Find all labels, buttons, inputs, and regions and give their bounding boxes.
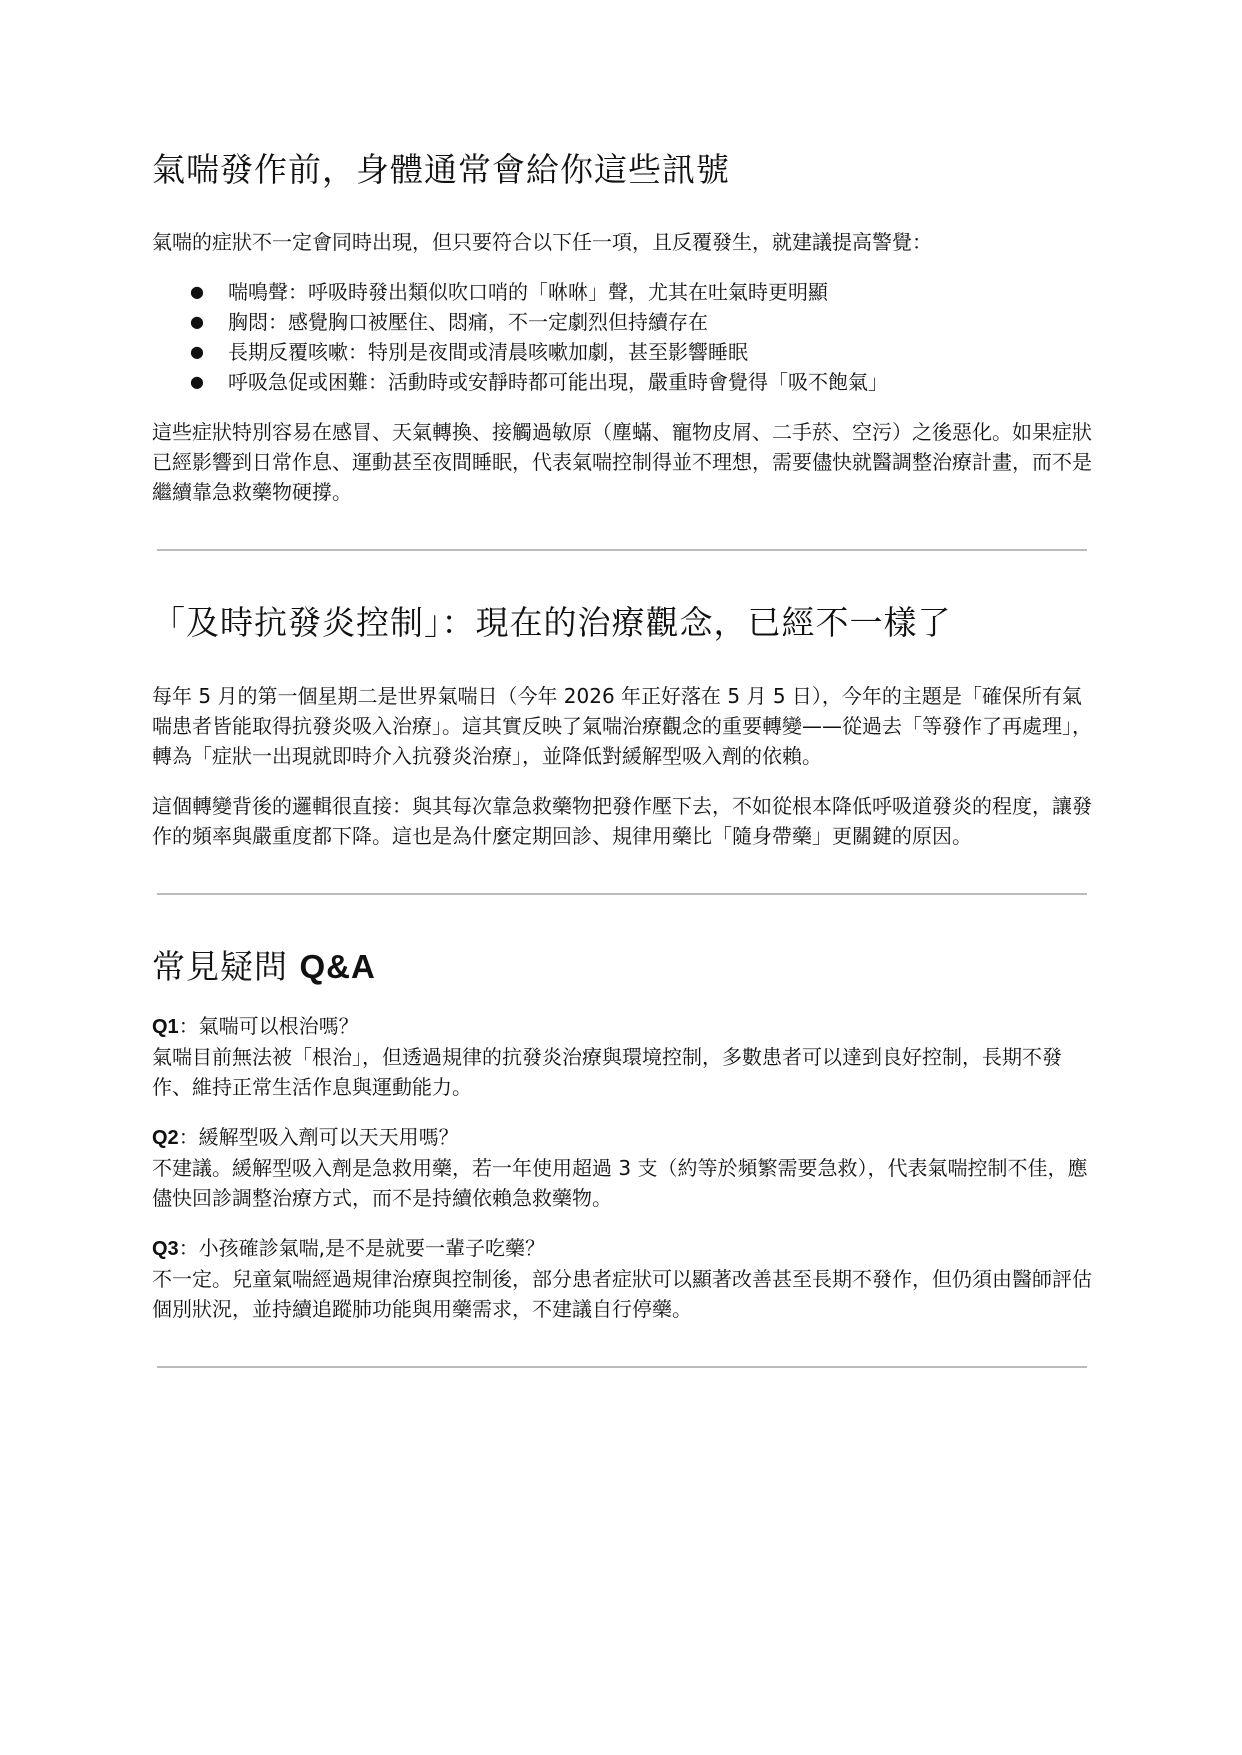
qa-question-text: ：氣喘可以根治嗎？ [178,1014,359,1038]
section-title-qa [152,945,1092,989]
list-item [152,277,1092,307]
qa-question-text: ：緩解型吸入劑可以天天用嗎？ [178,1125,459,1149]
list-item [152,337,1092,367]
treatment-paragraph-1: 每年 5 月的第一個星期二是世界氣喘日（今年 2026 年正好落在 5 月 5 日），今年的主題是「確保所有氣喘患者皆能取得抗發炎吸入治療」。這其實反映了氣喘治療觀念的重要轉變——從過去「等發作了再處理」，轉為「症狀一出現就即時介入抗發炎治療」，並降低對緩解型吸入劑的依賴。 [152,684,1092,768]
bullet-icon: ● [190,312,204,331]
list-item [152,367,1092,397]
qa-question [152,1011,1092,1042]
qa-answer: 不建議。緩解型吸入劑是急救用藥，若一年使用超過 3 支（約等於頻繁需要急救），代表氣喘控制不佳，應儘快回診調整治療方式，而不是持續依賴急救藥物。 [152,1156,1088,1210]
symptom-text: 喘鳴聲：呼吸時發出類似吹口哨的「咻咻」聲，尤其在吐氣時更明顯 [228,280,828,304]
warning-signs-closing: 這些症狀特別容易在感冒、天氣轉換、接觸過敏原（塵蟎、寵物皮屑、二手菸、空污）之後惡化。如果症狀已經影響到日常作息、運動甚至夜間睡眠，代表氣喘控制得並不理想，需要儘快就醫調整治療計畫，而不是繼續靠急救藥物硬撐。 [152,420,1092,504]
symptom-text: 長期反覆咳嗽：特別是夜間或清晨咳嗽加劇，甚至影響睡眠 [228,340,748,364]
qa-label: Q1 [152,1016,179,1038]
qa-question [152,1233,1092,1264]
qa-label: Q2 [152,1127,179,1149]
list-item [152,307,1092,337]
qa-title-bold: Q&A [299,948,376,985]
qa-question-text: ：小孩確診氣喘,是不是就要一輩子吃藥？ [178,1236,546,1260]
section-title-treatment: 「及時抗發炎控制」：現在的治療觀念，已經不一樣了 [152,603,952,642]
bullet-icon: ● [190,372,204,391]
qa-title-prefix: 常見疑問 [152,947,288,986]
section-divider [157,1366,1087,1368]
warning-signs-intro: 氣喘的症狀不一定會同時出現，但只要符合以下任一項，且反覆發生，就建議提高警覺： [152,230,932,254]
section-title-warning-signs: 氣喘發作前，身體通常會給你這些訊號 [152,150,730,189]
document-page [152,148,1092,1368]
qa-question [152,1122,1092,1153]
qa-answer: 氣喘目前無法被「根治」，但透過規律的抗發炎治療與環境控制，多數患者可以達到良好控制，長期不發作、維持正常生活作息與運動能力。 [152,1045,1062,1099]
symptom-text: 胸悶：感覺胸口被壓住、悶痛，不一定劇烈但持續存在 [228,310,708,334]
qa-answer: 不一定。兒童氣喘經過規律治療與控制後，部分患者症狀可以顯著改善甚至長期不發作，但仍須由醫師評估個別狀況，並持續追蹤肺功能與用藥需求，不建議自行停藥。 [152,1267,1092,1321]
symptom-text: 呼吸急促或困難：活動時或安靜時都可能出現，嚴重時會覺得「吸不飽氣」 [228,370,888,394]
qa-label: Q3 [152,1238,179,1260]
symptom-list [152,277,1092,397]
treatment-paragraph-2: 這個轉變背後的邏輯很直接：與其每次靠急救藥物把發作壓下去，不如從根本降低呼吸道發炎的程度，讓發作的頻率與嚴重度都下降。這也是為什麼定期回診、規律用藥比「隨身帶藥」更關鍵的原因。 [152,794,1092,848]
bullet-icon: ● [190,342,204,361]
bullet-icon: ● [190,282,204,301]
